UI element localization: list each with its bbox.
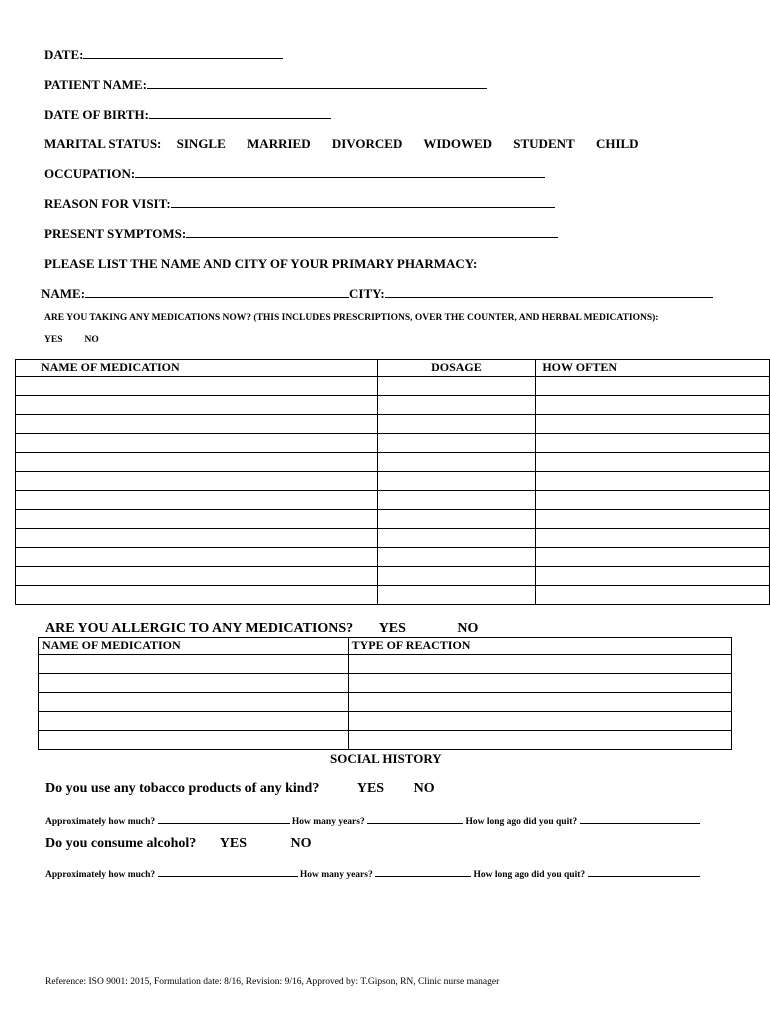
tobacco-years-input[interactable]	[367, 815, 463, 824]
pharmacy-city-label: CITY:	[349, 286, 385, 301]
medications-no-option[interactable]: NO	[84, 335, 99, 345]
table-row[interactable]	[39, 693, 732, 712]
pharmacy-city-input[interactable]	[385, 286, 713, 298]
medications-table-header	[16, 360, 770, 377]
tobacco-how-much-label: Approximately how much?	[45, 817, 156, 827]
date-of-birth-field[interactable]	[44, 107, 331, 123]
tobacco-years-label: How many years?	[291, 817, 365, 827]
alcohol-question: Do you consume alcohol?	[45, 836, 197, 851]
tobacco-yes-option[interactable]: YES	[356, 781, 385, 796]
date-field[interactable]	[44, 47, 283, 63]
alcohol-yes-option[interactable]: YES	[219, 836, 248, 851]
marital-option-child[interactable]: CHILD	[595, 136, 639, 151]
occupation-field[interactable]	[44, 166, 545, 182]
table-row[interactable]	[16, 529, 770, 548]
table-row[interactable]	[16, 453, 770, 472]
table-row[interactable]	[16, 586, 770, 605]
table-row[interactable]	[16, 377, 770, 396]
table-row[interactable]	[39, 731, 732, 750]
medication-name-header: NAME OF MEDICATION	[16, 360, 378, 377]
marital-option-student[interactable]: STUDENT	[513, 136, 575, 151]
present-symptoms-field[interactable]	[44, 226, 558, 242]
table-row[interactable]	[39, 712, 732, 731]
present-symptoms-label: PRESENT SYMPTOMS:	[44, 226, 187, 241]
how-often-header: HOW OFTEN	[536, 360, 770, 377]
pharmacy-name-label: NAME:	[41, 286, 86, 301]
reason-for-visit-label: REASON FOR VISIT:	[44, 196, 171, 211]
table-row[interactable]	[16, 567, 770, 586]
medications-yes-option[interactable]: YES	[44, 335, 63, 345]
medications-table	[15, 359, 770, 605]
table-row[interactable]	[16, 434, 770, 453]
table-row[interactable]	[39, 674, 732, 693]
patient-name-label: PATIENT NAME:	[44, 77, 147, 92]
alcohol-row	[45, 836, 312, 852]
medications-yes-no	[44, 335, 99, 345]
alcohol-how-much-label: Approximately how much?	[45, 870, 156, 880]
alcohol-quit-label: How long ago did you quit?	[473, 870, 586, 880]
table-row[interactable]	[16, 491, 770, 510]
date-label: DATE:	[44, 47, 84, 62]
tobacco-row	[45, 781, 435, 797]
table-row[interactable]	[16, 415, 770, 434]
marital-option-single[interactable]: SINGLE	[176, 136, 226, 151]
alcohol-how-much-input[interactable]	[158, 868, 298, 877]
table-row[interactable]	[16, 548, 770, 567]
pharmacy-name-input[interactable]	[85, 286, 349, 298]
marital-status-row	[44, 136, 657, 152]
pharmacy-prompt: PLEASE LIST THE NAME AND CITY OF YOUR PRIMARY PHARMACY:	[44, 256, 478, 271]
marital-option-widowed[interactable]: WIDOWED	[423, 136, 493, 151]
patient-name-field[interactable]	[44, 77, 487, 93]
date-of-birth-label: DATE OF BIRTH:	[44, 107, 149, 122]
table-row[interactable]	[16, 396, 770, 415]
reaction-type-header: TYPE OF REACTION	[348, 638, 731, 655]
marital-status-label: MARITAL STATUS:	[44, 136, 162, 151]
table-row[interactable]	[16, 510, 770, 529]
tobacco-quit-input[interactable]	[580, 815, 700, 824]
alcohol-quit-input[interactable]	[588, 868, 700, 877]
allergies-table-header	[39, 638, 732, 655]
marital-option-married[interactable]: MARRIED	[247, 136, 311, 151]
occupation-label: OCCUPATION:	[44, 166, 136, 181]
allergies-table	[38, 637, 732, 750]
alcohol-years-label: How many years?	[299, 870, 373, 880]
allergies-row	[45, 621, 478, 637]
alcohol-details-row	[45, 868, 700, 880]
social-history-title: SOCIAL HISTORY	[330, 751, 442, 766]
medications-question: ARE YOU TAKING ANY MEDICATIONS NOW? (THIS INCLUDES PRESCRIPTIONS, OVER THE COUNTER, AND HERBAL MEDICATIONS):	[44, 313, 659, 323]
allergies-no-option[interactable]: NO	[457, 621, 479, 636]
alcohol-years-input[interactable]	[375, 868, 471, 877]
dosage-header: DOSAGE	[377, 360, 536, 377]
table-row[interactable]	[16, 472, 770, 491]
marital-option-divorced[interactable]: DIVORCED	[331, 136, 403, 151]
pharmacy-row	[41, 286, 713, 302]
allergies-yes-option[interactable]: YES	[378, 621, 406, 636]
tobacco-question: Do you use any tobacco products of any kind?	[45, 781, 320, 796]
reason-for-visit-field[interactable]	[44, 196, 555, 212]
tobacco-details-row	[45, 815, 700, 827]
tobacco-how-much-input[interactable]	[158, 815, 290, 824]
allergies-question: ARE YOU ALLERGIC TO ANY MEDICATIONS?	[45, 621, 354, 636]
tobacco-quit-label: How long ago did you quit?	[465, 817, 578, 827]
table-row[interactable]	[39, 655, 732, 674]
allergy-medication-header: NAME OF MEDICATION	[39, 638, 349, 655]
tobacco-no-option[interactable]: NO	[413, 781, 435, 796]
alcohol-no-option[interactable]: NO	[290, 836, 312, 851]
footer-reference: Reference: ISO 9001: 2015, Formulation date: 8/16, Revision: 9/16, Approved by: T.Gipson, RN, Clinic nurse manager	[45, 977, 500, 987]
